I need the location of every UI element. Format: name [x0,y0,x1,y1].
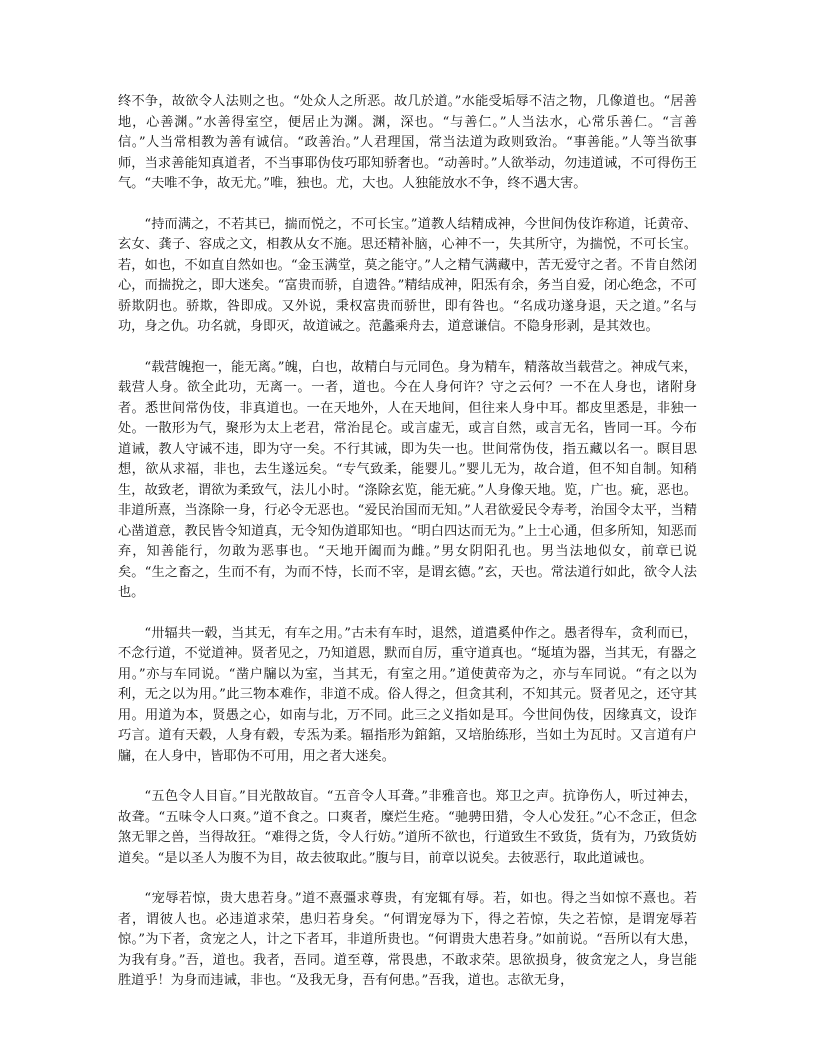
paragraph: “持而满之，不若其已，揣而悦之，不可长宝。”道教人结精成神，今世间伪伎诈称道，讬黄帝、玄女、龚子、容成之文，相教从女不施。思还精补脑，心神不一，失其所守，为揣悦，不可长宝。若，如也，不如直自然如也。“金玉满堂，莫之能守。”人之精气满藏中，苦无爱守之者。不肯自然闭心，而揣挩之，即大迷矣。“富贵而骄，自遗咎。”精结成神，阳炁有余，务当自爱，闭心绝念，不可骄欺阴也。骄欺，咎即成。又外说，秉权富贵而骄世，即有咎也。“名成功遂身退，天之道。”名与功，身之仇。功名就，身即灭，故道诫之。范蠡乘舟去，道意谦信。不隐身形剥，是其效也。 [118,216,697,334]
paragraph: “五色令人目盲。”目光散故盲。“五音令人耳聋。”非雅音也。郑卫之声。抗诤伤人，听过神去，故聋。“五味令人口爽。”道不食之。口爽者，糜烂生疮。“驰骋田猎，令人心发狂。”心不念正，但念煞无罪之兽，当得故狂。“难得之货，令人行妨。”道所不欲也，行道致生不致货，货有为，乃致货妨道矣。“是以圣人为腹不为目，故去彼取此。”腹与目，前章以说矣。去彼恶行，取此道诫也。 [118,789,697,866]
document-page [118,92,697,1012]
paragraph: “宠辱若惊，贵大患若身。”道不熹彊求尊贵，有宠辄有辱。若，如也。得之当如惊不熹也。若者，谓彼人也。必违道求荣，患归若身矣。“何谓宠辱为下，得之若惊，失之若惊，是谓宠辱若惊。”为下者，贪宠之人，计之下者耳，非道所贵也。“何谓贵大患若身。”如前说。“吾所以有大患，为我有身。”吾，道也。我者，吾同。道至尊，常畏患，不敢求荣。思欲损身，彼贪宠之人，身岂能胜道乎！为身而违诫，非也。“及我无身，吾有何患。”吾我，道也。志欲无身， [118,891,697,988]
paragraph: 终不争，故欲令人法则之也。“处众人之所恶。故几於道。”水能受垢辱不洁之物，几像道也。“居善地，心善渊。”水善得室空，便居止为渊。渊，深也。“与善仁。”人当法水，心常乐善仁。“言善信。”人当常相教为善有诚信。“政善治。”人君理国，常当法道为政则致治。“事善能。”人等当欲事师，当求善能知真道者，不当事耶伪伎巧耶知骄奢也。“动善时。”人欲举动，勿违道诫，不可得伤王气。“夫唯不争，故无尤。”唯，独也。尤，大也。人独能放水不争，终不遇大害。 [118,94,697,191]
paragraph: “载营魄抱一，能无离。”魄，白也，故精白与元同色。身为精车，精落故当载营之。神成气来，载营人身。欲全此功，无离一。一者，道也。今在人身何许？守之云何？一不在人身也，诸附身者。悉世间常伪伎，非真道也。一在天地外，人在天地间，但往来人身中耳。都皮里悉是，非独一处。一散形为气，聚形为太上老君，常治昆仑。或言虚无，或言自然，或言无名，皆同一耳。今布道诫，教人守诫不违，即为守一矣。不行其诫，即为失一也。世间常伪伎，指五藏以名一。瞑目思想，欲从求福，非也，去生遂远矣。“专气致柔，能婴儿。”婴儿无为，故合道，但不知自制。知稍生，故致老，谓欲为柔致气，法儿小时。“涤除玄览，能无疵。”人身像天地。览，广也。疵，恶也。非道所熹，当涤除一身，行必令无恶也。“爱民治国而无知。”人君欲爱民令寿考，治国令太平，当精心凿道意，教民皆令知道真，无令知伪道耶知也。“明白四达而无为。”上士心通，但多所知，知恶而弃，知善能行，勿敢为恶事也。“天地开阖而为雌。”男女阴阳孔也。男当法地似女，前章已说矣。“生之畜之，生而不有，为而不恃，长而不宰，是谓玄德。”玄，天也。常法道行如此，欲令人法也。 [118,359,697,600]
paragraph: “卅辐共一毂，当其无，有车之用。”古未有车时，退然，道遣奚仲作之。愚者得车，贪利而已，不念行道，不觉道神。贤者见之，乃知道恩，默而自厉，重守道真也。“埏埴为器，当其无，有器之用。”亦与车同说。“凿户牖以为室，当其无，有室之用。”道使黄帝为之，亦与车同说。“有之以为利，无之以为用。”此三物本难作，非道不成。俗人得之，但贪其利，不知其元。贤者见之，还守其用。用道为本，贤愚之心，如南与北，万不同。此三之义指如是耳。今世间伪伎，因缘真文，设诈巧言。道有天毂，人身有毂，专炁为柔。辐指形为錧錧，又培胎练形，当如土为瓦时。又言道有户牖，在人身中，皆耶伪不可用，用之者大迷矣。 [118,625,697,764]
